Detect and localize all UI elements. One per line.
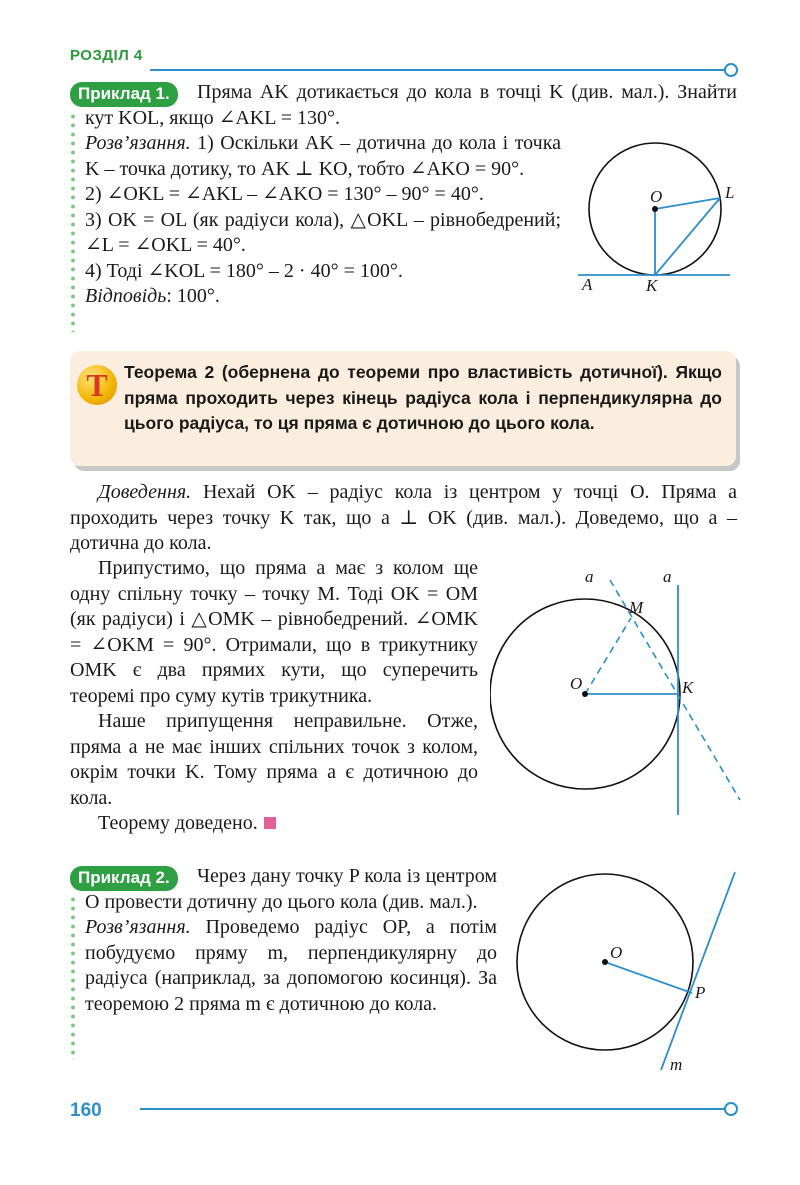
label-m: M [629,598,644,617]
example2-task: Через дану точку P кола із центром O провести дотичну до цього кола (див. мал.). [85,865,497,913]
example2-dots [71,895,75,1060]
example2-label: Приклад 2. [70,866,178,891]
footer-rule [140,1108,726,1110]
proof-p4-text: Теорему доведено. [98,812,258,834]
example1-answer: : 100°. [166,285,220,307]
example2-figure [505,860,755,1080]
section-label: РОЗДІЛ 4 [70,47,143,64]
page-number: 160 [70,1100,102,1121]
proof-p2: Припустимо, що пряма a має з колом ще одну спільну точку – точку M. Тоді OK = OM (як радіуси) і △OMK – рівнобедрений. ∠OMK = ∠OKM = 90°. Отримали, що в трикутнику OMK є два прямих кути, що суперечить теоремі про суму кутів трикутника. [70,557,478,707]
theorem-icon-letter: T [86,367,108,403]
label-a: A [582,275,593,294]
label-a-right: a [663,567,672,586]
example1-step2: 2) ∠OKL = ∠AKL – ∠AKO = 130° – 90° = 40°. [85,183,484,205]
header-rule [150,69,726,71]
theorem-text [124,360,722,437]
header-rule-end [724,63,738,77]
label-o: O [610,943,623,962]
example1-dots [71,112,75,332]
end-of-proof-icon [264,817,276,829]
center-point [582,691,588,697]
radius-ol [655,198,720,209]
label-p: P [695,983,706,1002]
theorem-statement: Якщо пряма проходить через кінець радіуса кола і перпендикулярна до цього радіуса, то ця пряма є дотичною до цього кола. [124,362,722,433]
example1-solution-label: Розв’язання. [85,132,191,154]
proof-intro [70,480,737,557]
example1-solution [85,131,561,310]
proof-label: Доведення. [98,481,192,503]
label-k: K [646,276,658,295]
label-m: m [670,1055,683,1074]
theorem-title: Теорема 2 (обернена до теореми про властивість дотичної). [124,362,668,382]
example1-figure [570,130,745,300]
radius-op [605,962,692,993]
example2-solution-label: Розв’язання. [85,916,191,938]
radius-om-dashed [585,618,631,694]
proof-p3: Наше припущення неправильне. Отже, пряма a не має інших спільних точок з колом, окрім точки K. Тому пряма a є дотичною до кола. [70,710,478,809]
example1-task: Пряма AK дотикається до кола в точці K (див. мал.). Знайти кут KOL, якщо ∠AKL = 130°. [85,81,737,129]
center-point [602,959,608,965]
label-o: O [570,674,583,693]
proof-p4 [70,811,478,837]
example2-solution: Проведемо радіус OP, а потім побудуємо пряму m, перпендикулярну до радіуса (наприклад, за допомогою косинця). За теоремою 2 пряма m є дотичною до кола. [85,916,498,1015]
proof-body [70,556,478,837]
example1-step3: 3) OK = OL (як радіуси кола), △OKL – рівнобедрений; ∠L = ∠OKL = 40°. [85,208,561,256]
label-k: K [682,678,694,697]
footer-rule-end [724,1102,738,1116]
tangent-line-m [661,872,735,1070]
label-a-left: a [585,567,594,586]
chord-kl [655,198,720,275]
example2-text [85,864,497,1017]
theorem-icon [77,365,117,405]
center-point [652,206,658,212]
label-l: L [725,183,735,202]
example1-label: Приклад 1. [70,82,178,107]
proof-p1: Нехай OK – радіус кола із центром у точці O. Пряма a проходить через точку K так, що a ⊥ OK (див. мал.). Доведемо, що a – дотична до кола. [70,481,737,554]
proof-figure [490,560,760,825]
example1-step1: 1) Оскільки AK – дотична до кола і точка K – точка дотику, то AK ⊥ KO, тобто ∠AKO = 90°. [85,132,562,180]
example1-step4: 4) Тоді ∠KOL = 180° – 2 · 40° = 100°. [85,259,403,282]
example1-answer-label: Відповідь [85,285,167,307]
label-o: O [650,187,663,206]
